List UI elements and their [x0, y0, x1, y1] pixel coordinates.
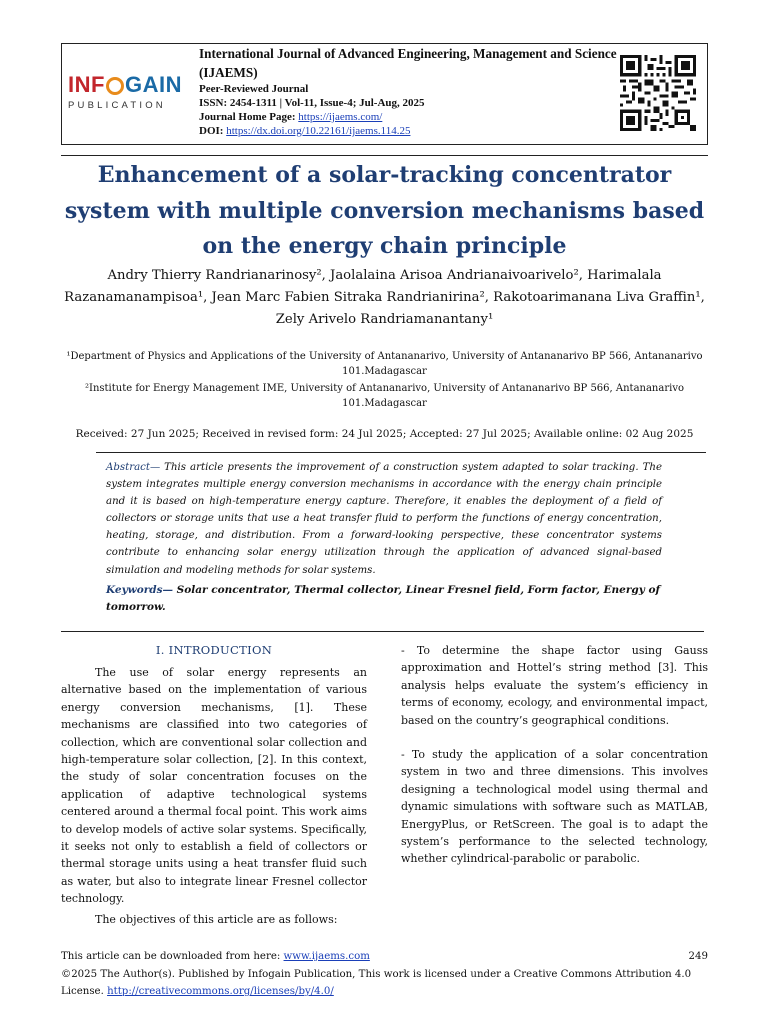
journal-info: [199, 44, 619, 138]
keywords-text: Solar concentrator, Thermal collector, Linear Fresnel field, Form factor, Energy of tomorrow.: [106, 584, 660, 613]
license-link[interactable]: http://creativecommons.org/licenses/by/4.0/: [107, 986, 334, 997]
qr-code-icon: [620, 55, 696, 131]
journal-header: [61, 43, 708, 145]
abstract: [106, 459, 662, 579]
title-top-rule: [61, 155, 708, 156]
license-line: ©2025 The Author(s). Published by Infogain Publication, This work is licensed under a Creative Commons Attribution 4.0 License. http://creativecommons.org/licenses/by/4.0/: [61, 968, 692, 997]
received-dates: Received: 27 Jun 2025; Received in revised form: 24 Jul 2025; Accepted: 27 Jul 2025; Available online: 02 Aug 2025: [75, 428, 694, 440]
peer-reviewed: Peer-Reviewed Journal: [199, 83, 309, 95]
issn-line: ISSN: 2454-1311 | Vol-11, Issue-4; Jul-Aug, 2025: [199, 97, 425, 109]
objectives-intro: The objectives of this article are as follows:: [95, 913, 338, 926]
objective-bullet-1: - To determine the shape factor using Gauss approximation and Hottel’s string method [3]. This analysis helps evaluate the system’s efficiency in terms of economy, ecology, and environmental impact, based on the country’s geographical conditions.: [401, 644, 708, 727]
download-line: This article can be downloaded from here: www.ijaems.com: [61, 951, 370, 962]
section-heading-introduction: I. INTRODUCTION: [155, 643, 273, 657]
homepage-line: Journal Home Page: https://ijaems.com/: [199, 111, 383, 123]
body-top-rule: [61, 631, 704, 632]
keywords: [106, 582, 662, 616]
page-number: 249: [688, 951, 708, 962]
homepage-link[interactable]: https://ijaems.com/: [298, 111, 383, 123]
abstract-top-rule: [96, 452, 706, 453]
download-link[interactable]: www.ijaems.com: [283, 951, 370, 962]
objective-bullet-2: - To study the application of a solar concentration system in two and three dimensions. This involves designing a technological model using thermal and dynamic simulations with software such as MATLAB, EnergyPlus, or RetScreen. The goal is to adapt the system’s performance to the selected technology, whether cylindrical-parabolic or parabolic.: [401, 748, 708, 866]
abstract-label: Abstract—: [106, 462, 161, 473]
author-list: Andry Thierry Randrianarinosy², Jaolalaina Arisoa Andrianaivoarivelo², Harimalala Razanamanampisoa¹, Jean Marc Fabien Sitraka Randrianirina², Rakotoarimanana Liva Graffin¹, Zely Arivelo Randriamanantany¹: [64, 268, 705, 327]
keywords-label: Keywords—: [106, 584, 174, 596]
doi-line: DOI: https://dx.doi.org/10.22161/ijaems.114.25: [199, 125, 411, 137]
doi-link[interactable]: https://dx.doi.org/10.22161/ijaems.114.25: [226, 125, 411, 137]
logo-wordmark: INF GAIN: [68, 72, 182, 97]
page-footer: [61, 948, 708, 1001]
infogain-logo: [68, 72, 196, 111]
intro-paragraph: The use of solar energy represents an alternative based on the implementation of various energy conversion mechanisms, [1]. These mechanisms are classified into two categories of collection, which are conventional solar collection and high-temperature solar collection, [2]. In this context, the study of solar concentration focuses on the application of adaptive technological systems centered around a thermal focal point. This work aims to develop models of active solar systems. Specifically, it seeks not only to establish a field of collectors or thermal storage units using a heat transfer fluid such as water, but also to integrate linear Fresnel collector technology.: [61, 666, 367, 906]
affiliation-2: ²Institute for Energy Management IME, University of Antananarivo, University of Antananarivo BP 566, Antananarivo 101.Madagascar: [85, 383, 684, 409]
journal-title: International Journal of Advanced Engineering, Management and Science (IJAEMS): [199, 46, 617, 80]
paper-title: Enhancement of a solar-tracking concentrator system with multiple conversion mechanisms based on the energy chain principle: [64, 162, 705, 259]
affiliation-1: ¹Department of Physics and Applications of the University of Antananarivo, University of Antananarivo BP 566, Antananarivo 101.Madagascar: [66, 351, 703, 377]
abstract-text: This article presents the improvement of a construction system adapted to solar tracking. The system integrates multiple energy conversion mechanisms in accordance with the energy chain principle and it is based on high-temperature energy capture. Therefore, it enables the deployment of a field of collectors or storage units that use a heat transfer fluid to perform the functions of energy concentration, heating, storage, and distribution. From a forward-looking perspective, these concentrator systems contribute to enhancing solar energy utilization through the application of advanced signal-based simulation and modeling methods for solar systems.: [106, 462, 662, 576]
logo-subtitle: PUBLICATION: [68, 100, 166, 111]
